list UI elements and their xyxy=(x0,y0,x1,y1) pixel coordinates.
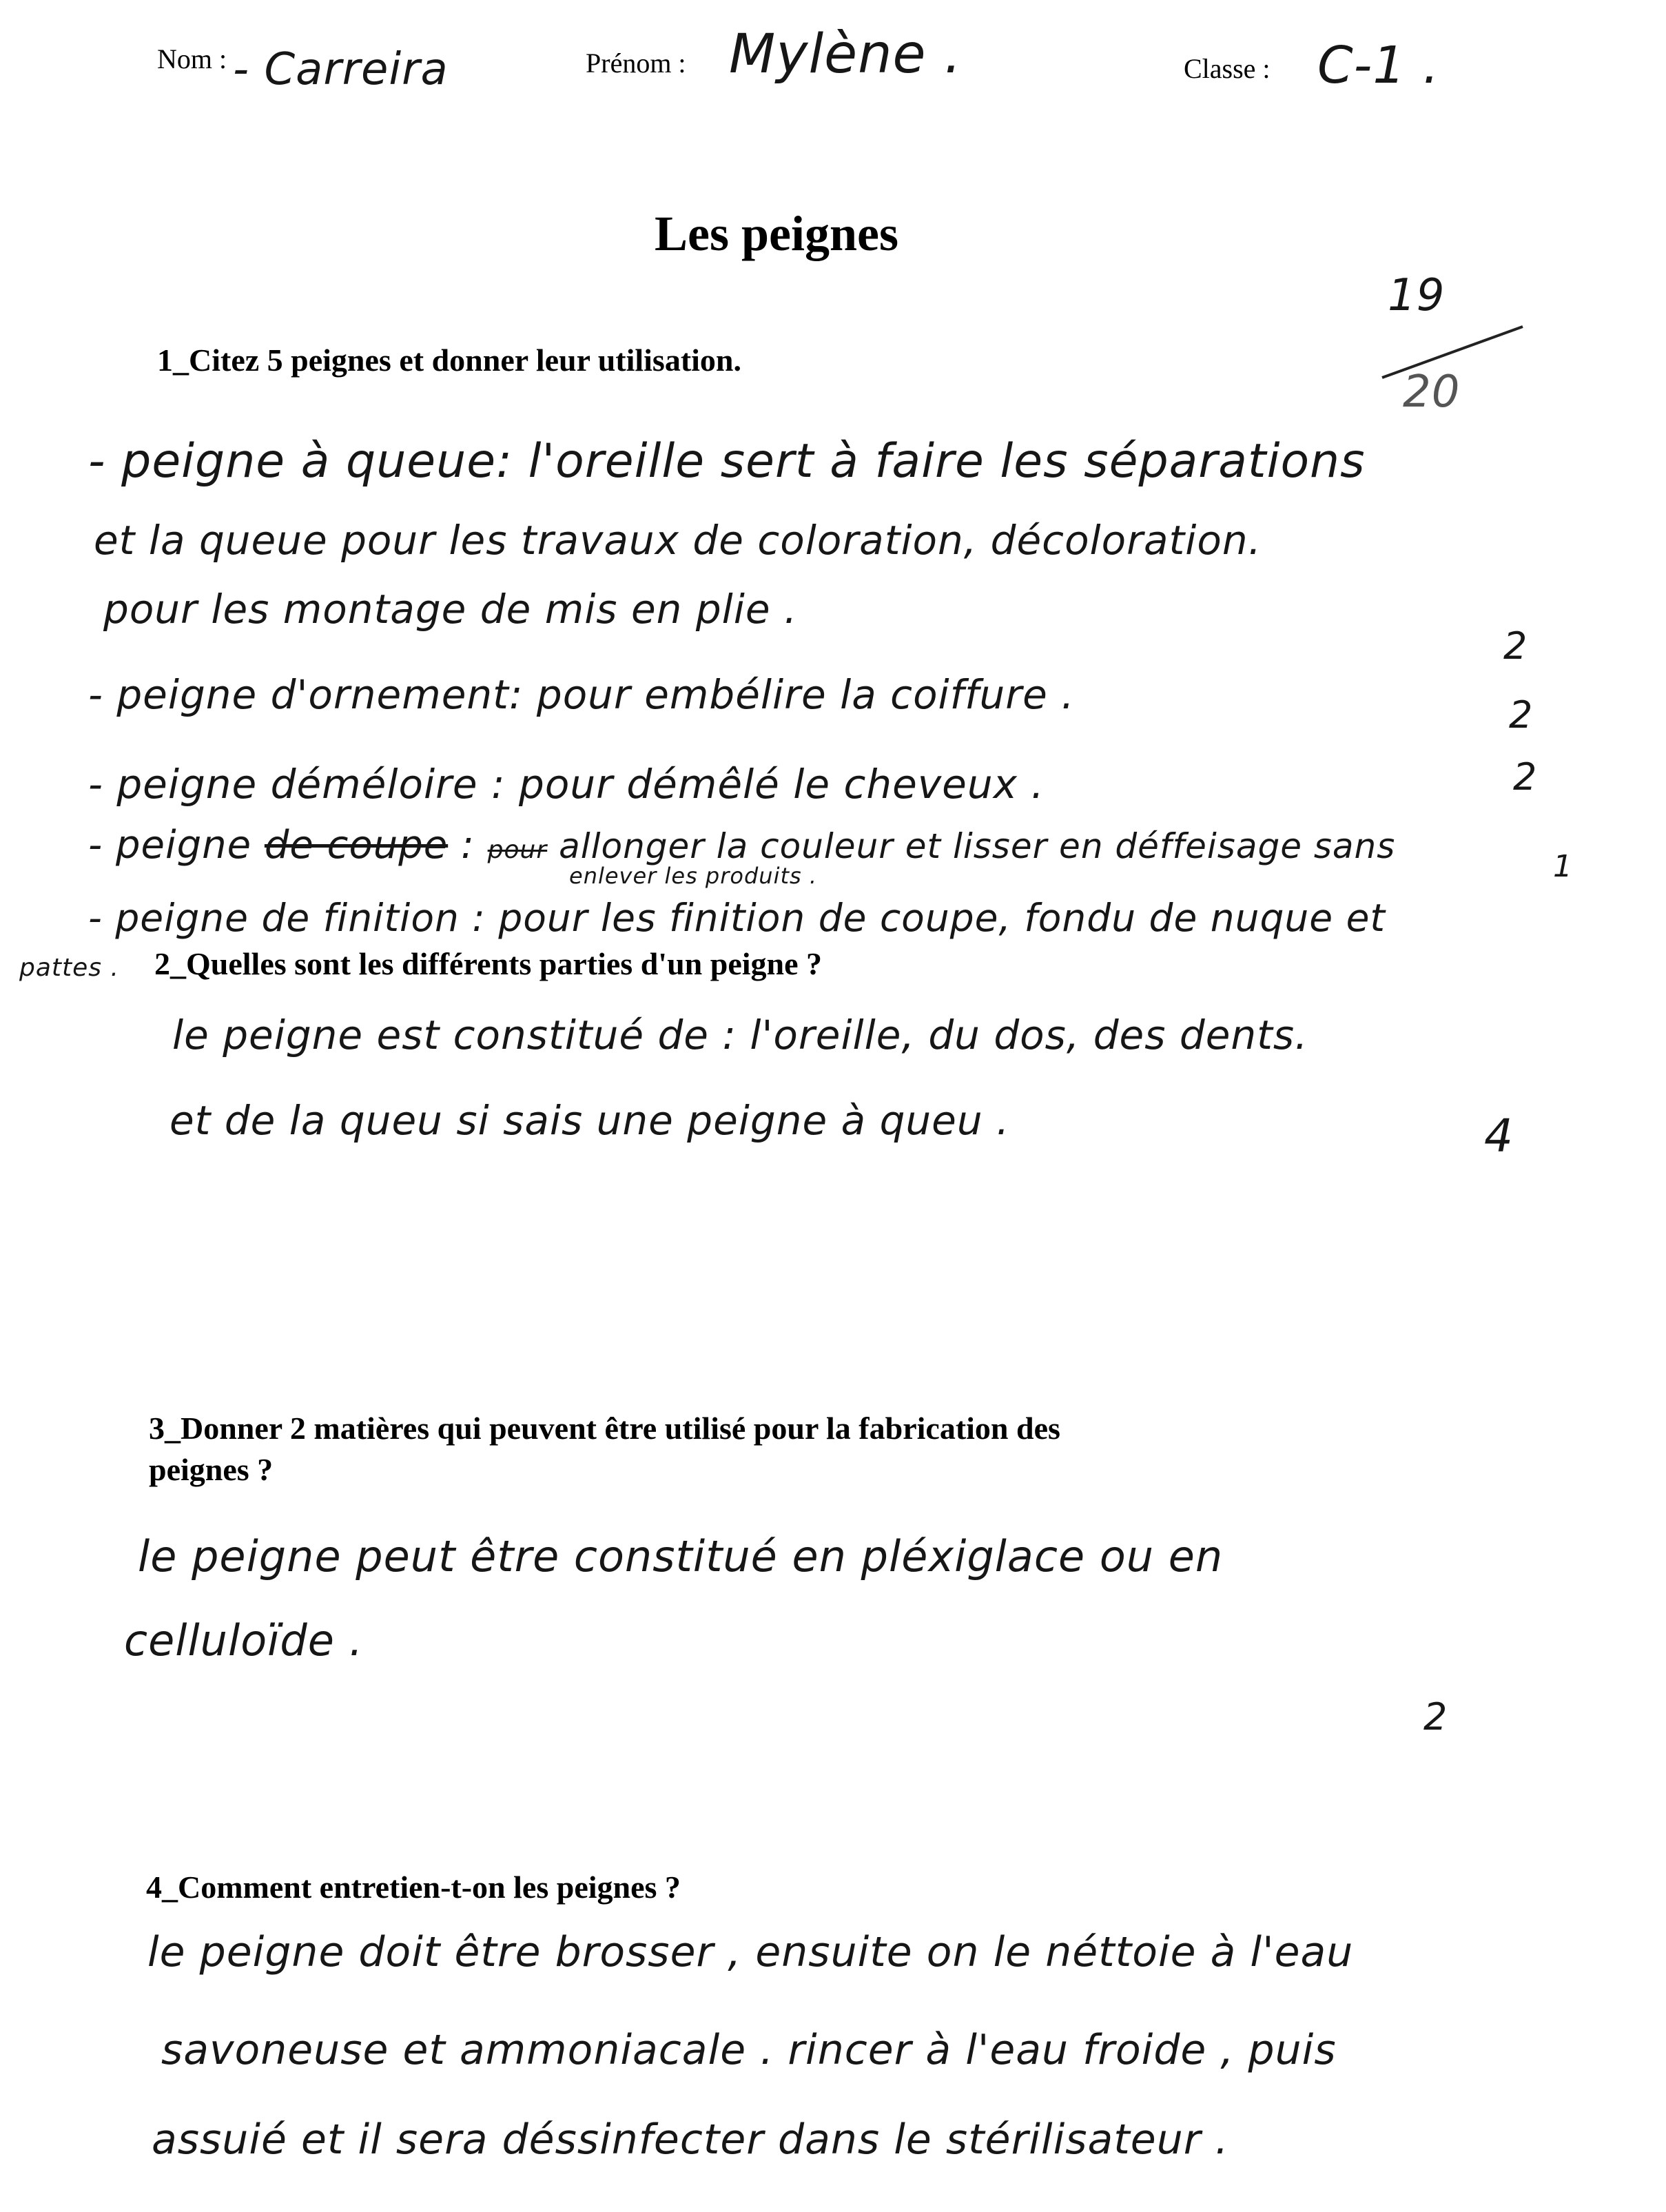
q1-mark-1: 2 xyxy=(1503,624,1528,668)
prenom-label: Prénom : xyxy=(586,48,686,79)
classe-label: Classe : xyxy=(1184,53,1271,84)
q1-line6-struck-2: pour xyxy=(487,836,548,864)
nom-value: - Carreira xyxy=(233,44,449,95)
q1-line6-end: allonger la couleur et lisser en déffeisage sans xyxy=(547,826,1396,866)
nom-label: Nom : xyxy=(157,43,227,74)
q1-mark-4: 1 xyxy=(1553,849,1573,884)
q1-answer-line-4: - peigne d'ornement: pour embélire la coiffure . xyxy=(88,671,1075,718)
question-3-line-2: peignes ? xyxy=(149,1452,274,1487)
q1-answer-line-6 xyxy=(88,823,1395,868)
question-1: 1_Citez 5 peignes et donner leur utilisation. xyxy=(157,342,742,378)
q1-answer-line-3: pour les montage de mis en plie . xyxy=(103,586,798,633)
q1-answer-line-7: - peigne de finition : pour les finition de coupe, fondu de nuque et xyxy=(88,896,1386,940)
q1-line6-colon: : xyxy=(448,823,488,868)
q3-answer-line-2: celluloïde . xyxy=(124,1615,364,1666)
question-3-line-1: 3_Donner 2 matières qui peuvent être utilisé pour la fabrication des xyxy=(149,1411,1060,1446)
q4-answer-line-1: le peigne doit être brosser , ensuite on le néttoie à l'eau xyxy=(147,1928,1354,1976)
page-title: Les peignes xyxy=(655,206,899,261)
q1-answer-line-5: - peigne déméloire : pour démêlé le cheveux . xyxy=(88,761,1045,808)
q1-line6-start: - peigne xyxy=(88,823,265,868)
q1-answer-line-1: - peigne à queue: l'oreille sert à faire les séparations xyxy=(88,434,1366,489)
q3-mark: 2 xyxy=(1423,1695,1448,1739)
score-total: 20 xyxy=(1403,367,1461,418)
q1-mark-3: 2 xyxy=(1513,755,1538,799)
q1-answer-line-8: pattes . xyxy=(19,954,119,982)
question-2: 2_Quelles sont les différents parties d'un peigne ? xyxy=(154,946,823,981)
q2-answer-line-1: le peigne est constitué de : l'oreille, du dos, des dents. xyxy=(172,1012,1308,1058)
q4-answer-line-3: assuié et il sera déssinfecter dans le stérilisateur . xyxy=(152,2116,1229,2164)
q1-mark-2: 2 xyxy=(1509,693,1534,737)
q2-answer-line-2: et de la queu si sais une peigne à queu . xyxy=(169,1097,1010,1144)
q2-mark: 4 xyxy=(1484,1109,1514,1163)
score-obtained: 19 xyxy=(1388,270,1446,321)
q1-line6-struck: de coupe xyxy=(264,823,449,868)
classe-value: C-1 . xyxy=(1317,36,1440,95)
question-4: 4_Comment entretien-t-on les peignes ? xyxy=(146,1870,681,1905)
q4-answer-line-2: savoneuse et ammoniacale . rincer à l'eau froide , puis xyxy=(161,2026,1337,2074)
q3-answer-line-1: le peigne peut être constitué en pléxiglace ou en xyxy=(138,1531,1224,1581)
prenom-value: Mylène . xyxy=(729,23,963,85)
q1-answer-line-2: et la queue pour les travaux de coloration, décoloration. xyxy=(94,517,1262,564)
q1-line6-insertion: enlever les produits . xyxy=(569,863,818,889)
